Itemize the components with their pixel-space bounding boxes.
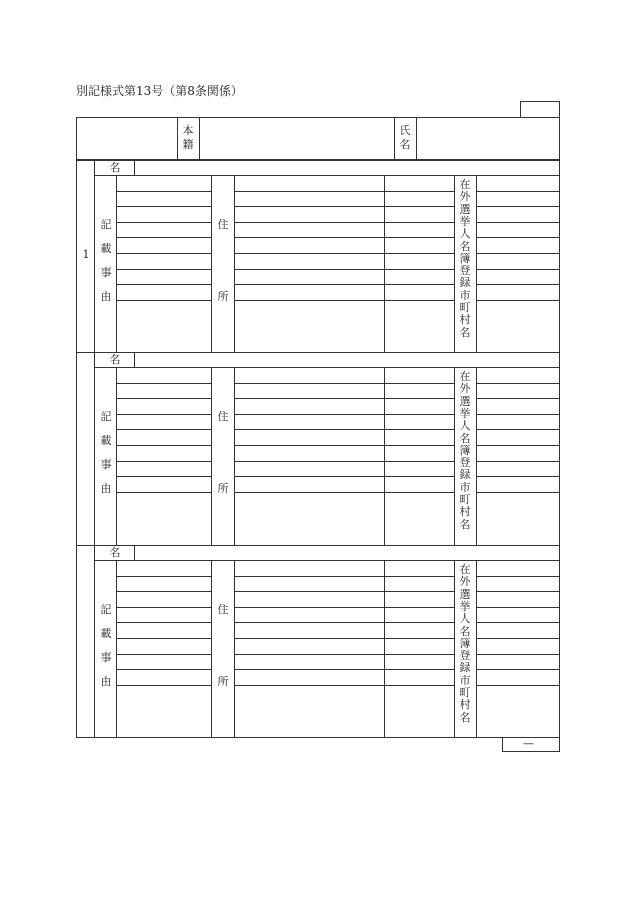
municipality-label-char: 名 [459, 431, 471, 445]
municipality-label-char: 録 [459, 276, 471, 290]
municipality-label-char: 在 [459, 563, 471, 576]
kisai-jiyuu-char: 載 [100, 627, 112, 640]
municipality-label-char: 挙 [459, 406, 471, 420]
name-label: 名 [109, 353, 121, 366]
municipality-label-char: 名 [459, 710, 471, 724]
municipality-label-char: 外 [459, 575, 471, 589]
shimei-label-2: 名 [399, 138, 411, 151]
header-row [76, 117, 560, 160]
record-block [76, 352, 560, 546]
municipality-label-char: 名 [459, 325, 471, 339]
page-mark: — [523, 737, 534, 750]
municipality-label-char: 簿 [459, 443, 471, 457]
municipality-label-char: 名 [459, 239, 471, 253]
municipality-label-char: 市 [459, 480, 471, 494]
municipality-label-char: 在 [459, 370, 471, 383]
kisai-jiyuu-char: 記 [100, 410, 112, 423]
kisai-jiyuu-char: 事 [100, 651, 112, 664]
municipality-label-char: 村 [459, 313, 471, 327]
kisai-jiyuu-char: 事 [100, 458, 112, 471]
corner-box [520, 101, 560, 118]
juusho-char: 所 [217, 482, 229, 495]
municipality-label-char: 町 [459, 301, 471, 314]
municipality-label-char: 選 [459, 394, 471, 408]
honseki-label-2: 籍 [182, 138, 194, 151]
kisai-jiyuu-char: 事 [100, 266, 112, 279]
municipality-label-char: 村 [459, 505, 471, 519]
record-block [76, 160, 560, 353]
municipality-label-char: 在 [459, 178, 471, 191]
municipality-label-char: 録 [459, 468, 471, 482]
municipality-label-char: 外 [459, 382, 471, 396]
juusho-char: 所 [217, 290, 229, 303]
municipality-label-char: 市 [459, 673, 471, 687]
block-number: 1 [82, 248, 90, 261]
municipality-label-char: 外 [459, 190, 471, 204]
municipality-label-char: 挙 [459, 599, 471, 613]
municipality-label-char: 登 [459, 649, 471, 663]
municipality-label-char: 簿 [459, 251, 471, 265]
municipality-label-char: 人 [459, 227, 471, 241]
kisai-jiyuu-char: 記 [100, 603, 112, 616]
name-label: 名 [109, 546, 121, 559]
honseki-label-1: 本 [182, 124, 194, 137]
kisai-jiyuu-char: 記 [100, 218, 112, 231]
municipality-label-char: 名 [459, 624, 471, 638]
municipality-label-char: 選 [459, 587, 471, 601]
municipality-label-char: 録 [459, 661, 471, 675]
kisai-jiyuu-char: 載 [100, 434, 112, 447]
name-label: 名 [109, 161, 121, 174]
municipality-label-char: 町 [459, 493, 471, 506]
kisai-jiyuu-char: 載 [100, 242, 112, 255]
kisai-jiyuu-char: 由 [100, 675, 112, 688]
kisai-jiyuu-char: 由 [100, 290, 112, 303]
shimei-label-1: 氏 [399, 124, 411, 137]
juusho-char: 所 [217, 675, 229, 688]
municipality-label-char: 名 [459, 517, 471, 531]
municipality-label-char: 選 [459, 202, 471, 216]
municipality-label-char: 登 [459, 264, 471, 278]
kisai-jiyuu-char: 由 [100, 482, 112, 495]
municipality-label-char: 簿 [459, 636, 471, 650]
municipality-label-char: 登 [459, 456, 471, 470]
municipality-label-char: 挙 [459, 214, 471, 228]
municipality-label-char: 人 [459, 419, 471, 433]
municipality-label-char: 町 [459, 686, 471, 699]
municipality-label-char: 人 [459, 612, 471, 626]
document-title: 別記様式第13号（第8条関係） [76, 84, 243, 98]
juusho-char: 住 [217, 218, 229, 231]
municipality-label-char: 村 [459, 698, 471, 712]
juusho-char: 住 [217, 410, 229, 423]
juusho-char: 住 [217, 603, 229, 616]
record-block [76, 545, 560, 738]
municipality-label-char: 市 [459, 288, 471, 302]
